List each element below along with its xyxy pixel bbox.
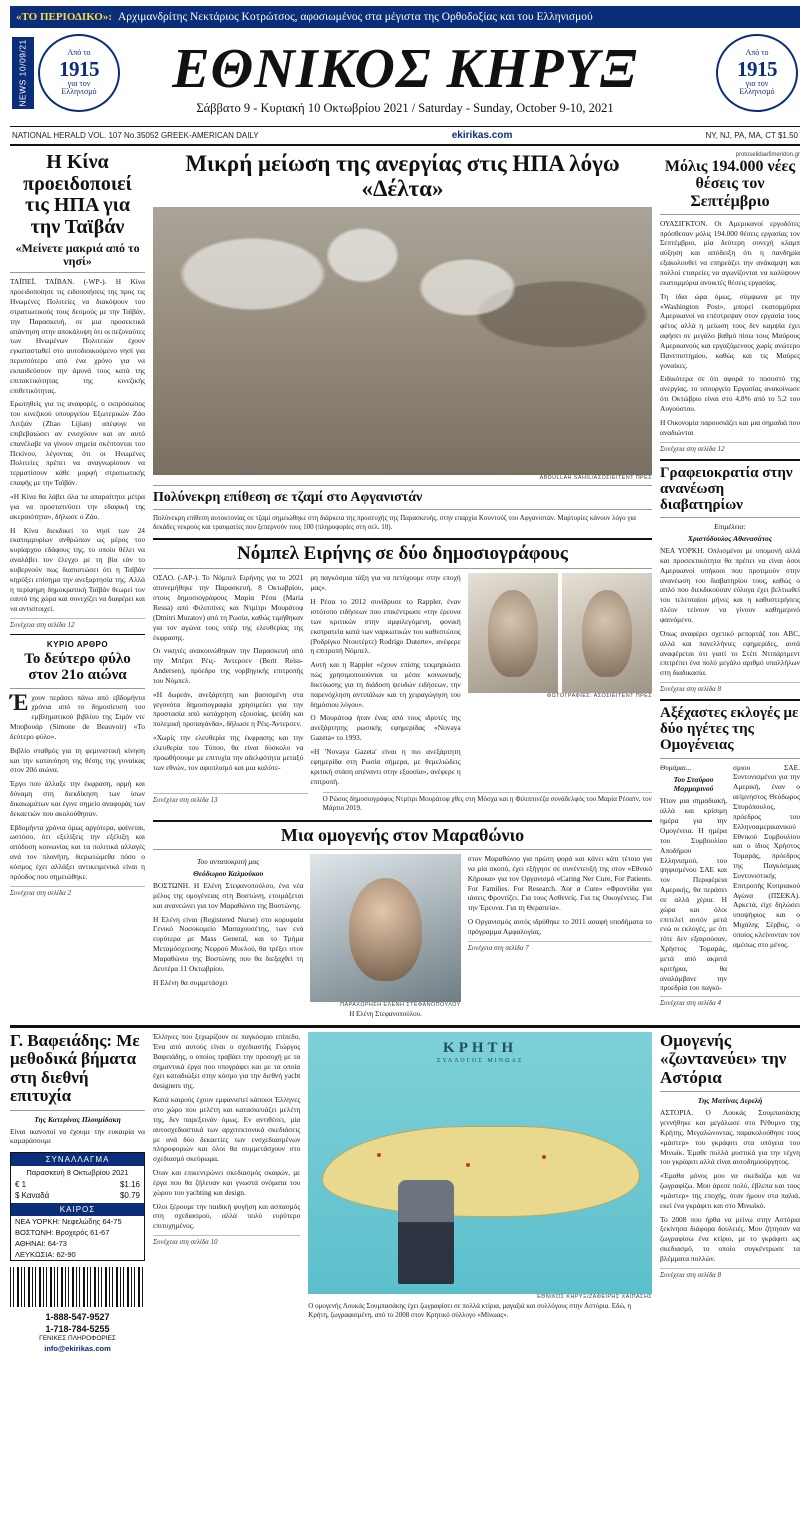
badge-right-from: Από το (745, 48, 769, 58)
left-column (10, 152, 145, 1019)
exchange-row-value: $1.16 (119, 1180, 140, 1190)
astoria-p3: Το 2008 που ήρθα να μείνω στην Αστόρια ξεκίνησα διάφορα δουλειές. Μου ζήτησαν να ζωγραφίσω ένα κτίριο, με το γκράφιτι ως σκεδιασμό, το οποίο συγκέντρωσε τα βλέμματα πολλών. (660, 1214, 800, 1263)
bl-divider-1 (10, 1110, 145, 1111)
astoria-body (660, 1108, 800, 1264)
exchange-row-label: $ Καναδά (15, 1191, 50, 1201)
news-date-vertical-label: NEWS 10/09/21 (18, 39, 29, 107)
jobs-jump[interactable]: Συνέχεια στη σελίδα 12 (660, 442, 800, 453)
astoria-byline: Της Ματίνας Δερελή (697, 1096, 763, 1106)
vafeiadis-p3: Όταν και επικεντρώνει σκεδιασμός σκαφών, με έργα που θα ζήλευαν και γνωστά ονόματα του χώρου του yachting και design. (153, 1168, 301, 1197)
nobel-c1-p2: Οι νικητές ανακοινώθηκαν την Παρασκευή από την Μπέριτ Ρέις- Άντερσεν (Berit Reiss-Andersen), πρόεδρο της νορβηγικής επιτροπής του Νόμπελ. (153, 646, 304, 685)
center-column (153, 152, 652, 1019)
muratov-photo (468, 573, 558, 693)
bottom-right-column (660, 1032, 800, 1354)
website-link[interactable]: ekirikas.com (451, 130, 513, 141)
site-url-note: protoselidaefimeridon.gr (735, 152, 800, 158)
nobel-c1-p3: «Η δωρεάν, ανεξάρτητη και βασισμένη στα γεγονότα δημοσιογραφία χρησιμεύει για την προστασία από κατάχρηση εξουσίας, ψεύδη και πολεμική προπαγάνδα», δήλωσε η Ρέις-Άντερσεν. (153, 689, 304, 729)
anniversary-badge-right (716, 34, 798, 112)
lead-photo (153, 207, 652, 475)
vafeiadis-p4: Όλοι ξέρουμε την παιδική φυγήση και ασπασμός στη σχεδιασμού, αλλά πολύ ευρύτερο επιτυχημένος. (153, 1201, 301, 1231)
map-marker (377, 1153, 381, 1157)
mural-map-sublabel: ΣΥΛΛΟΓΟΣ ΜΙΝΩΑΣ (436, 1058, 524, 1065)
news-date-vertical (12, 37, 34, 109)
marathon-jump[interactable]: Συνέχεια στη σελίδα 7 (468, 941, 652, 953)
marathon-byline-label: Του ανταποκριτή μας (197, 856, 260, 866)
elections-byline: Του Σταύρου Μαρμαρινού (673, 775, 714, 794)
center-divider-6 (153, 849, 652, 850)
info-bar (10, 127, 800, 146)
nobel-col-1 (153, 573, 303, 790)
right-divider-3 (660, 517, 800, 518)
crete-island-shape (322, 1126, 640, 1217)
exchange-row (11, 1179, 144, 1190)
lead-headline: Μικρή μείωση της ανεργίας στις ΗΠΑ λόγω «Δέλτα» (185, 151, 620, 201)
nobel-caption: Ο Ρώσος δημοσιογράφος Ντμίτρι Μουράτοφ χθες στη Μόσχα και η Φιλιππινέζα συνάδελφός του Μαρία Ρέσατν, τον Μάρτιο 2019. (323, 792, 652, 813)
anniversary-badge-left (38, 34, 120, 112)
astoria-jump[interactable]: Συνέχεια στη σελίδα 8 (660, 1268, 800, 1279)
nobel-c2-p5: «Η 'Novaya Gazeta' είναι η πιο ανεξάρτητη εφημερίδα στη Ρωσία σήμερα, με θεμελιώδεις κριτική στάση απέναντι στην εξουσία», ανέφερε η επιτροπή. (310, 746, 461, 786)
center-divider-4 (153, 568, 652, 569)
editorial-jump[interactable]: Συνέχεια στη σελίδα 2 (10, 886, 145, 897)
marathon-photo-wrap (310, 854, 460, 1019)
passport-headline: Γραφειοκρατία στην ανανέωση διαβατηρίων (660, 464, 793, 513)
vafeiadis-body (153, 1032, 300, 1320)
vafeiadis-jump[interactable]: Συνέχεια στη σελίδα 10 (153, 1235, 300, 1247)
phone-primary[interactable]: 1-888-547-9527 (45, 1312, 110, 1323)
center-divider-5 (153, 820, 652, 822)
exchange-row (11, 1190, 144, 1201)
masthead-left-group (12, 34, 120, 112)
vafeiadis-p1: Έλληνες που ξεχωρίζουν σε παγκόσμιο επίπεδο. Ένα από αυτούς είναι ο σχεδιαστής Γιώργος Βαφειάδης, ο οποίος τραβάει την προσοχή με τα σημαντικά έργα που υπογράφει και με τα οποία έχει καταδιώξει στην κόσμο για την διεθνή yacht designers της. (153, 1032, 301, 1091)
center-divider-2 (153, 509, 652, 510)
editorial-kicker: ΚΥΡΙΟ ΑΡΘΡΟ (46, 640, 109, 650)
marathon-c1-p2: Η Ελένη είναι (Registered Nurse) στο κορυφαία Γενικό Νοσοκομείο Μασαχουσέτης, των ενά ευρύτερα με Mass General, και το Τμήμα Μεταμόσχευσης Νεφρού Μυελού, θα τρέξει στον Μαραθώνιο της Βοστώνης που θα διεξαχθεί τη Δευτέρα 11 Οκτωβρίου. (153, 914, 304, 973)
nobel-photo-credit: ΦΩΤΟΓΡΑΦΙΕΣ: ΑΣΟΣΙΕΪΤΕΝΤ ΠΡΕΣ (546, 693, 653, 700)
nobel-c1-p4: «Χωρίς την ελευθερία της έκφρασης και την ελευθερία του Τύπου, θα είναι δύσκολο να προωθήσουμε με επιτυχία την αδελφότητα μεταξύ των εθνών, τον αφοπλισμό και μια καλύτε- (153, 733, 304, 772)
exchange-row-value: $0.79 (119, 1191, 140, 1201)
top-banner (10, 6, 800, 28)
lead-photo-credit: ABDULLAH SAHIL/ΑΣΟΣΙΕΪΤΕΝΤ ΠΡΕΣ (539, 474, 652, 481)
crete-mural-photo (308, 1032, 652, 1294)
passport-p1: ΝΕΑ ΥΟΡΚΗ. Οπλισμένοι με υπομονή αλλά και προσεκτικότητα θα πρέπει να είναι όσοι Αμερικανοί υπήκοοι που προτιμούν στην ανανέωση του διαβατηρίου τους, καθώς ο απλό που διεκδικούσαν εύλογα έχει βελτιωθεί του τελευταίου μήνες και η καθυστερήσεις πλέον τείνουν να γίνουν καθημερινό φαινόμενο. (660, 546, 800, 624)
passport-p2: Όπως αναφέρει σχετικό ρεπορτάζ του ABC, αλλά και πανελλήνιες εφημερίδες, αυτά αναφέρεται ότι γιατί το Στέιτ Ντιπάρτμεντ επιτρέπει ένα πολύ μεγάλο αριθμό υπαλλήλων στη διαδικασία. (660, 628, 800, 678)
nobel-c2-p2: Η Ρέσα το 2012 συνίδρυσε το Rappler, έναν ιστότοπο ειδήσεων που επικέντρωσε «την έρευνα των κριτικών στην αμφιλεγόμενη, φονική εκστρατεία κατά των ναρκωτικών του καθεστώτος (Ροδρίγκο Ντουτέρτε) Rodrigo Duterte», ανέφερε η επιτροπή Νόμπελ. (310, 597, 461, 656)
mural-photo-credit: ΕΘΝΙΚΟΣ ΚΗΡΥΞ/ΖΑΦΕΙΡΗΣ ΧΑΪΠΑΣΗΣ (537, 1294, 652, 1301)
left-divider-3 (10, 688, 145, 689)
china-para-2: Ερωτηθείς για τις αναφορές, ο εκπρόσωπος του κινεζικού υπουργείου Εξωτερικών Ζάο Λιτζιάν (Zhao Lijian) απέφυγε να επιβεβαιώσει αν ενισχύουν και αν αυτό επανέλαβε να γίνουν σημεία σκέπτονται του Πεκίνου, λέγοντας ότι οι Ηνωμένες Πολιτείες πρέπει να αναγνωρίσουν να τερματίσουν κάθε μορφή στρατιωτικής επαφής με την Ταϊβάν. (10, 399, 145, 488)
badge-left-from: Από το (67, 48, 91, 58)
nobel-c1-p1: ΟΣΛΟ. (-AP-). Το Νόμπελ Ειρήνης για το 2021 απονεμήθηκε την Παρασκευή, 8 Οκτωβρίου, στους δημοσιογράφους Μαρία Ρέσα (Maria Ressa) από Φιλιππίνες και Ντμίτρι Μουράτοφ (Dmitri Muratov) από τη Ρωσία, καθώς τιμήθηκαν για τον αγώνα τους υπέρ της ελευθερίας της έκφρασης. (153, 573, 304, 642)
contact-block (10, 1311, 145, 1354)
lead-subheadline: Πολύνεκρη επίθεση σε τζαμί στο Αφγανιστάν (153, 489, 423, 505)
mural-caption: Ο ομογενής Λουκάς Σουμπασάκης έχει ζωγραφίσει σε πολλά κτίρια, μαγαζιά και συλλόγους στην Αστόρια. Εδώ, η Κρήτη, ζωγραφισμένη, από το 2008 στον Κρητικό σύλλογο «Μίνωας». (308, 1302, 632, 1320)
jobs-p2: Τη ίδια ώρα όμως, σύμφωνα με την «Washington Post», μπορεί εκατομμύρια Αμερικανοί να επέστρεψαν στον εργασία τους φέτος αλλά η μείωση τους δεν καμψία έχει αφήσει σε μεγάλο βαθμό πίσω τους Μαύρους Αμερικανούς και εργαζόμενους χωρίς ανώτερο Πανεπιστημίου, καθώς και τις Μαύρες γυναίκες. (660, 291, 800, 370)
china-body (10, 277, 145, 614)
exchange-row-label: € 1 (15, 1180, 27, 1190)
center-divider-3 (153, 538, 652, 540)
masthead-right-group (716, 34, 798, 112)
badge-right-for: για τον (745, 78, 769, 88)
bottom-left-column (10, 1032, 145, 1354)
badge-left-what: Ελληνισμό (61, 87, 97, 97)
stefanopoulou-photo (310, 854, 460, 1002)
elections-body-left: Ήταν μια σημαδιακή, αλλά και κρίσιμη ημέρα για την Ομογένεια. Η ημέρα του Συμβουλίου Αποδήμου Ελληνισμού, του ψηφισμένου ΣΑΕ και τον Περιφέρεια Αμερικής, θα περάσει σε αλλά χέρια. Η χώρα και όλοι επιτελεί αυτόν μετά ενώ οι εκλογές, με ότι τότε δεν εξαιρούσαν, Χρήστος Τομαράς, μετά από ακριτά κριτήρια, θα αναλάμβανε την προεδρία του παγκό- (660, 796, 727, 993)
nobel-photos (468, 573, 652, 790)
elections-jump[interactable]: Συνέχεια στη σελίδα 4 (660, 996, 800, 1007)
editorial-headline: Το δεύτερο φύλο στον 21ο αιώνα (24, 651, 131, 684)
passport-byline: Χριστόδουλος Αθανασάτος (687, 534, 773, 544)
exchange-box (10, 1152, 145, 1261)
nobel-c2-p4: Ο Μουράτοφ ήταν ένας από τους ιδρυτές της ανεξάρτητης ρωσικής εφημερίδας «Novaya Gazeta» το 1993. (310, 713, 461, 743)
editorial-para-3: Έργο που άλλαξε την έκφραση, ορμή και δύναμη στη διεκδίκηση των ίσων δικαιωμάτων και έγινε σημείο αναφοράς των δεκαετιών που ακολούθησαν. (10, 779, 145, 818)
nobel-c2-p3: Αυτή και η Rappler «έχουν επίσης τεκμηριώσει πώς χρησιμοποιούνται τα μέσα κοινωνικής δικτύωσης για τη διάδοση ψευδών ειδήσεων, την παρενόχληση αντιπάλων και τη χειραγώγηση του δημόσιου λόγου». (310, 660, 461, 709)
jobs-headline: Μόλις 194.000 νέες θέσεις τον Σεπτέμβριο (664, 158, 796, 210)
vafeiadis-lead: Είναι ικανοποί να έχουμε την ευκαιρία να καμαράσουμε (10, 1126, 145, 1146)
badge-left-year: 1915 (59, 56, 99, 81)
bottom-grid (10, 1032, 800, 1354)
jobs-p1: ΟΥΑΣΙΓΚΤΟΝ. Οι Αμερικανοί εργοδότες πρόσθεσαν μόλις 194.000 θέσεις εργασίας τον Σεπτέμβριο, μία δεύτερη συνεχή κλαμπ αύξηση και απόδειξη ότι η πανδημία εξακολουθεί να επηρεάζει την ανάκαμψη και πολλοί εταιρείες να αγωνίζονται να καλύψουν εκατομμύρια ανοικτές θέσεις εργασίας. (660, 218, 800, 287)
phone-secondary[interactable]: 1-718-784-5255 (45, 1324, 110, 1335)
marathon-c2-p1: στον Μαραθώνιο για πρώτη φορά και κάνει κάτι τέτοιο για να μία σκοπό, έχει εξήγησε σε συνέντευξή της στον «Εθνικό Κήρυκα» για τον Οργανισμό «Caring Νer Cure, For Patients. For Families. For Research. Άor α Cure» «Φροντίδα για ιάσεις Φροντίζει. Για τους Ασθενείς. Για τις Οικογένειες. Για την Έρευνα. Για τη Θεραπεία». (467, 853, 653, 913)
phone-note: ΓΕΝΙΚΕΣ ΠΛΗΡΟΦΟΡΙΕΣ (39, 1335, 116, 1343)
nobel-layout (153, 573, 652, 790)
china-para-1: ΤΑΪΠΕΪ, ΤΑΪΒΑΝ. (-WP-). Η Κίνα προειδοποίησε τις ειδοποιήσεις της προς τις Ηνωμένες Πολιτείες να διακόψουν του στρατιωτικούς τους δεσμούς με την Ταϊβάν, την Παρασκευή, σε μια προσεκτικά απάντηση στην αποκάλυψη ότι οι πεζοναύτες των Ηνωμένων Πολιτειών έχουν εγκατασταθεί στο αυτοδιοικούμενο νησί για περισσότερο από ένα χρόνο για να εκπαιδεύσουν την άμυνά τους κατά της επιτακτικότητας της κινεζικής επιθετικότητας. (10, 277, 145, 395)
ressa-photo (562, 573, 652, 693)
top-banner-text: Αρχιμανδρίτης Νεκτάριος Κοτρώτσος, αφοσιωμένος στα μέγιστα της Ορθοδοξίας και του Ελληνισμού (118, 11, 593, 23)
astoria-headline: Ομογενής «ζωντανεύει» την Αστόρια (660, 1031, 787, 1087)
main-grid (10, 152, 800, 1019)
paper-title: ΕΘΝΙΚΟΣ ΚΗΡΥΞ (172, 37, 638, 100)
jobs-body (660, 219, 800, 438)
astoria-p1: ΑΣΤΟΡΙΑ. Ο Λουκάς Σουμπασάκης γεννήθηκε και μεγάλωσε στο Ρέθυμνο της Κρήτης. Μεγαλώνοντας, παρακολούθησε τους «μάστερ» του γκράφιτι στα υπόγεια του Μινωϊκ. Έμαθε πολλά μυστικά για την τέχνη του γκράφιτι αλλά είναι αυτοδημιούργητος. (660, 1108, 800, 1167)
mural-photo-wrap (308, 1032, 652, 1320)
elections-headline: Αξέχαστες εκλογές με δύο ηγέτες της Ομογένειας (660, 705, 799, 754)
marathon-photo-credit: ΠΑΡΑΧΩΡΗΣΗ ΕΛΕΝΗ ΣΤΕΦΑΝΟΠΟΥΛΟΥ (340, 1001, 461, 1008)
weather-row: ΝΕΑ ΥΟΡΚΗ: Νεφελώδης 64-75 (15, 1217, 122, 1227)
marathon-byline: Θεόδωρου Καλμούκου (193, 868, 264, 878)
china-para-3: «Η Κίνα θα λάβει όλα τα απαραίτητα μέτρα για να προστατεύσει την εδαφική της ακεραιότητα», δήλωσε ο Ζάο. (10, 492, 145, 521)
editorial-para-1: Έχουν περάσει πάνω από εβδομήντα χρόνια από το δημοσίευση του εμβληματικού βιβλίου της Σιμόν ντε Μποβουάρ (Simone de Beauvoir) «Το δεύτερο φύλο». (10, 689, 145, 741)
right-divider-5 (660, 758, 800, 759)
nobel-jump[interactable]: Συνέχεια στη σελίδα 13 (153, 793, 308, 813)
passport-byline-label: Επιμέλεια: (714, 522, 746, 532)
vafeiadis-p2: Κατά καιρούς έχουν εμφανιστεί κάποιοι Έλληνες στο χώρο που μελέτη και κατασκευάζει μελέτη της, δεν παρεξεινάν όμως. Εν αντιθέσει, μία αυτοσχεδιαστικά των αρχιτεκτονικά σκεδιάσεις με ανά δύο δεκαετίες των ενσχεδιασμένων πληροφοριών και όλοι θα συμμετάσχουν στο σχεδιασμό σκεύρωμα. (153, 1095, 301, 1164)
email-link[interactable]: info@ekirikas.com (44, 1344, 111, 1354)
china-para-4: Η Κίνα διεκδικεί το νησί των 24 εκατομμυρίων ανθρώπων ως μέρος του κυρίαρχου εδάφους της, το οποίο θέλει να αναλάβει τον έλεγχο με τη βία εάν το κυβερνούν πως διαπιστώσει ότι η Ταϊβάν κηρύξει επίσημα την ανεξαρτησία της. Αλλά η περίφημη δημοκρατική Ταϊβάν θεωρεί τον εαυτό της χώρα και συνεχίζει να διαφέρει και να αντιστοιχεί. (10, 525, 145, 614)
marathon-footer: Η Ελένη θα συμμετάσχει (153, 977, 228, 987)
passport-jump[interactable]: Συνέχεια στη σελίδα 8 (660, 682, 800, 693)
marathon-col-1 (153, 854, 303, 1019)
right-divider-4 (660, 699, 800, 701)
editorial-para-4: Εβδομήντα χρόνια όμως αργότερα, φαίνεται, ωστόσο, ότι εξελίξεις την εξέλιξη και απόδοση κοινωνίας και τα πολιτικά αλλαγές ανά τον πλανήτη, διερωτώμεθα πόσο ο κόσμος έχει αλλάξει αντικειμενικά είναι η πρόοδος που σημειώθηκε. (10, 822, 145, 881)
weather-row: ΛΕΥΚΩΣΙΑ: 62-90 (15, 1250, 76, 1260)
top-banner-tag: «ΤΟ ΠΕΡΙΟΔΙΚΟ»: (16, 11, 112, 23)
jobs-p4: Η Οικονομία παρουσιάζει και μια σημαδιά που αναδιώνται (660, 417, 800, 437)
vafeiadis-headline: Γ. Βαφειάδης: Με μεθοδικά βήματα στη διεθνή επιτυχία (10, 1031, 140, 1106)
marathon-layout (153, 854, 652, 1019)
right-divider-2 (660, 459, 800, 461)
marathon-c1-p1: ΒΟΣΤΩΝΗ. Η Ελένη Στεφανοπούλου, ένα νέα μέλος της ομογένειας στη Βοστώνη, ετοιμάζεται και ανανεώνει για τον Μαραθώνιο της Βοστώνης. (153, 880, 304, 910)
nobel-headline: Νόμπελ Ειρήνης σε δύο δημοσιογράφους (237, 542, 568, 564)
china-subhead: «Μείνετε μακριά από τo νησί» (15, 241, 140, 269)
badge-right-what: Ελληνισμό (739, 87, 775, 97)
masthead (10, 28, 800, 122)
weather-row: ΒΟΣΤΩΝΗ: Βροχερός 61-67 (15, 1228, 110, 1238)
masthead-center (172, 37, 638, 116)
badge-left-for: για τον (67, 78, 91, 88)
weather-title: ΚΑΙΡΟΣ (11, 1203, 144, 1216)
nobel-c2-p1: ρη παγκόσμια τάξη για να πετύχουμε στην εποχή μας». (310, 573, 461, 593)
marathon-caption: Η Ελένη Στεφανοπούλου. (349, 1009, 422, 1018)
bottom-center-column (153, 1032, 652, 1354)
elections-body-right: σμιου ΣΑΕ. Συντονισμένοι για την Αμερική, έναν ο αείμνηστος Θεόδωρος Σπυρόπουλος, πρόεδρος του Ελληνοαμερικανικού Εθνικού Συμβουλίου και ο ίδιος Χρήστος Τομαράς, πρόεδρος της Παγκόσμιας Συντονιστικής Επιτροπής Κυπριακού Αγώνα (ΠΣΕΚΑ). Αρκετά, είχε δηλώσει υποψήφιος και ο Μιχάλης Σέρβος, ο οποίος κλείνονταν τον αμέσως στο μένος. (733, 762, 800, 949)
barcode (10, 1267, 145, 1307)
editorial-para-2: Βιβλίο σταθμός για τη φεμινιστική κίνηση και την κατανόηση της θέσης της γυναίκας στον 20ό αιώνα. (10, 745, 145, 775)
china-jump[interactable]: Συνέχεια στη σελίδα 12 (10, 618, 145, 629)
elections-kicker: Θυμάμαι... (660, 762, 692, 772)
price-info: NY, NJ, PA, MA, CT $1.50 (705, 131, 798, 140)
marathon-c2-p2: Ο Οργανισμός αυτός ιδρύθηκε το 2011 ασαφή υποδήματα το πρόγραμμα Αμφαλογίας. (467, 917, 653, 936)
weather-row: ΑΘΗΝΑΙ: 64-73 (15, 1239, 67, 1249)
artist-figure (398, 1180, 454, 1284)
passport-body (660, 546, 800, 678)
exchange-date: Παρασκευή 8 Οκτωβρίου 2021 (26, 1168, 129, 1178)
marathon-headline: Μια ομογενής στον Μαραθώνιο (280, 824, 525, 845)
elections-layout (660, 763, 800, 994)
bottom-divider (10, 1025, 800, 1028)
china-headline: Η Κίνα προειδοποιεί τις ΗΠΑ για την Ταϊβάν (23, 151, 132, 238)
left-divider-1 (10, 272, 145, 273)
marathon-col-2 (468, 854, 652, 1019)
right-column (660, 152, 800, 1019)
br-divider-1 (660, 1091, 800, 1092)
vafeiadis-byline: Της Κατερίνας Πλουμίδακη (34, 1114, 121, 1124)
exchange-title: ΣΥΝΑΛΛΑΓΜΑ (11, 1153, 144, 1166)
editorial-body (10, 689, 145, 882)
astoria-p2: «Έμαθα μόνος μου να σκεδιάζω και να ζωγραφίζω. Μου άρεσε πολύ, έβλεπα και τους «μάστερ» της εποχής, όταν ήμουν στα παλιά, εκεί ένα γκράφιτι και στο Μινωϊκό. (660, 1171, 800, 1210)
jobs-p3: Ειδικότερα σε ότι αφορά το ποσοστό της ανεργίας, το υπουργείο Εργασίας ανακοίνωσε ότι Οκτώβριο είναι στο 4,8% από το 5,2 του Αυγούστου. (660, 374, 800, 413)
volume-info: NATIONAL HERALD VOL. 107 No.35052 GREEK-AMERICAN DAILY (12, 131, 259, 140)
center-divider-1 (153, 485, 652, 486)
badge-right-year: 1915 (737, 56, 777, 81)
left-divider-2 (10, 634, 145, 635)
nobel-col-2 (310, 573, 460, 790)
mural-map-label: ΚΡΗΤΗ (443, 1040, 518, 1057)
right-divider-1 (660, 214, 800, 215)
lead-caption: Πολύνεκρη επίθεση αυτοκτονίας σε τζαμί σημειώθηκε στη διάρκεια της προσευχής της Παρασκευής, στην επαρχία Κουντούζ του Αφγανιστάν. Μαρτυρίες κάνουν λόγο για δεκάδες νεκρούς και τραυματίες που ξεπερνούν τους 100 (πληροφορίες στη σελ. 10). (153, 513, 636, 531)
issue-date: Σάββατο 9 - Κυριακή 10 Οκτωβρίου 2021 / Saturday - Sunday, October 9-10, 2021 (196, 100, 614, 115)
